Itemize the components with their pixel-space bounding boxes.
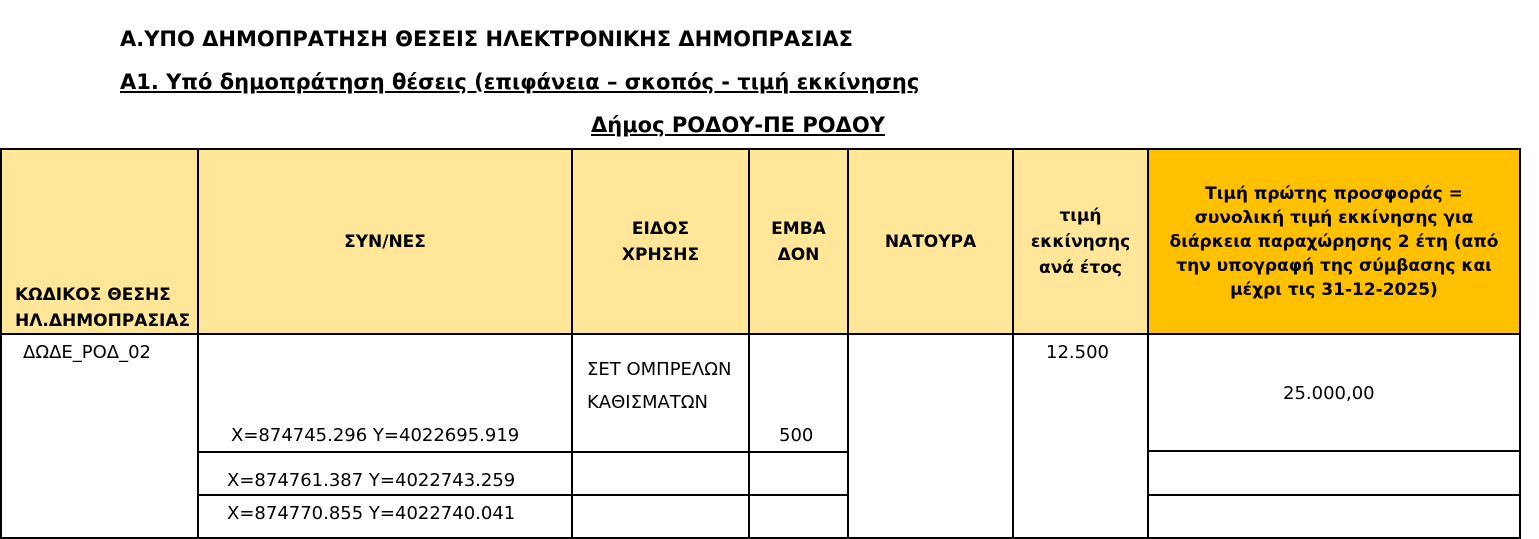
row-divider xyxy=(197,451,849,453)
row-code: ΔΩΔΕ_ΡΟΔ_02 xyxy=(23,342,151,363)
column-divider xyxy=(748,148,750,539)
section-subtitle: Α1. Υπό δημοπράτηση θέσεις (επιφάνεια – σκοπός - τιμή εκκίνησης xyxy=(120,70,920,94)
row-use-type: ΣΕΤ ΟΜΠΡΕΛΩΝ ΚΑΘΙΣΜΑΤΩΝ xyxy=(587,359,732,413)
header-use-type-label: ΕΙΔΟΣ ΧΡΗΣΗΣ xyxy=(621,218,700,265)
header-bottom-border xyxy=(0,333,1521,335)
row-price: 12.500 xyxy=(1046,342,1109,363)
column-divider xyxy=(847,148,849,539)
document-title: Α.ΥΠΟ ΔΗΜΟΠΡΑΤΗΣΗ ΘΕΣΕΙΣ ΗΛΕΚΤΡΟΝΙΚΗΣ ΔΗΜΟΠΡΑΣΙΑΣ xyxy=(120,27,853,51)
row-divider xyxy=(197,494,849,496)
header-area-label: ΕΜΒΑΔΟΝ xyxy=(771,218,826,265)
header-price-label: τιμή εκκίνησης ανά έτος xyxy=(1030,205,1131,278)
header-area xyxy=(749,149,848,334)
header-coordinates xyxy=(198,149,572,334)
row-coordinate-1: Χ=874745.296 Υ=4022695.919 xyxy=(231,425,520,446)
row-divider xyxy=(1147,450,1521,452)
header-use-type xyxy=(572,149,749,334)
header-nature-label: ΝΑΤΟΥΡΑ xyxy=(884,231,977,252)
column-divider xyxy=(1012,148,1014,539)
header-first-offer xyxy=(1148,149,1520,334)
row-coordinate-3: Χ=874770.855 Υ=4022740.041 xyxy=(227,503,516,524)
row-first-offer: 25.000,00 xyxy=(1283,383,1375,404)
column-divider xyxy=(197,148,199,539)
row-coordinate-2: Χ=874761.387 Υ=4022743.259 xyxy=(227,470,516,491)
header-price xyxy=(1013,149,1148,334)
row-divider xyxy=(1147,494,1521,496)
header-code-label: ΚΩΔΙΚΟΣ ΘΕΣΗΣ ΗΛ.ΔΗΜΟΠΡΑΣΙΑΣ xyxy=(15,285,191,331)
header-code xyxy=(0,149,198,334)
table-right-border xyxy=(1519,148,1521,539)
table-left-border xyxy=(0,148,2,539)
header-first-offer-label: Τιμή πρώτης προσφοράς = συνολική τιμή εκκίνησης για διάρκεια παραχώρησης 2 έτη (από την υπογραφή της σύμβασης και μέχρι τις 31-12-2025) xyxy=(1169,183,1499,300)
table-top-border xyxy=(0,148,1521,150)
municipality-title: Δήμος ΡΟΔΟΥ-ΠΕ ΡΟΔΟΥ xyxy=(591,113,885,137)
header-coordinates-label: ΣΥΝ/ΝΕΣ xyxy=(344,231,426,252)
column-divider xyxy=(1147,148,1149,539)
row-area: 500 xyxy=(779,425,814,446)
column-divider xyxy=(571,148,573,539)
header-nature xyxy=(848,149,1013,334)
